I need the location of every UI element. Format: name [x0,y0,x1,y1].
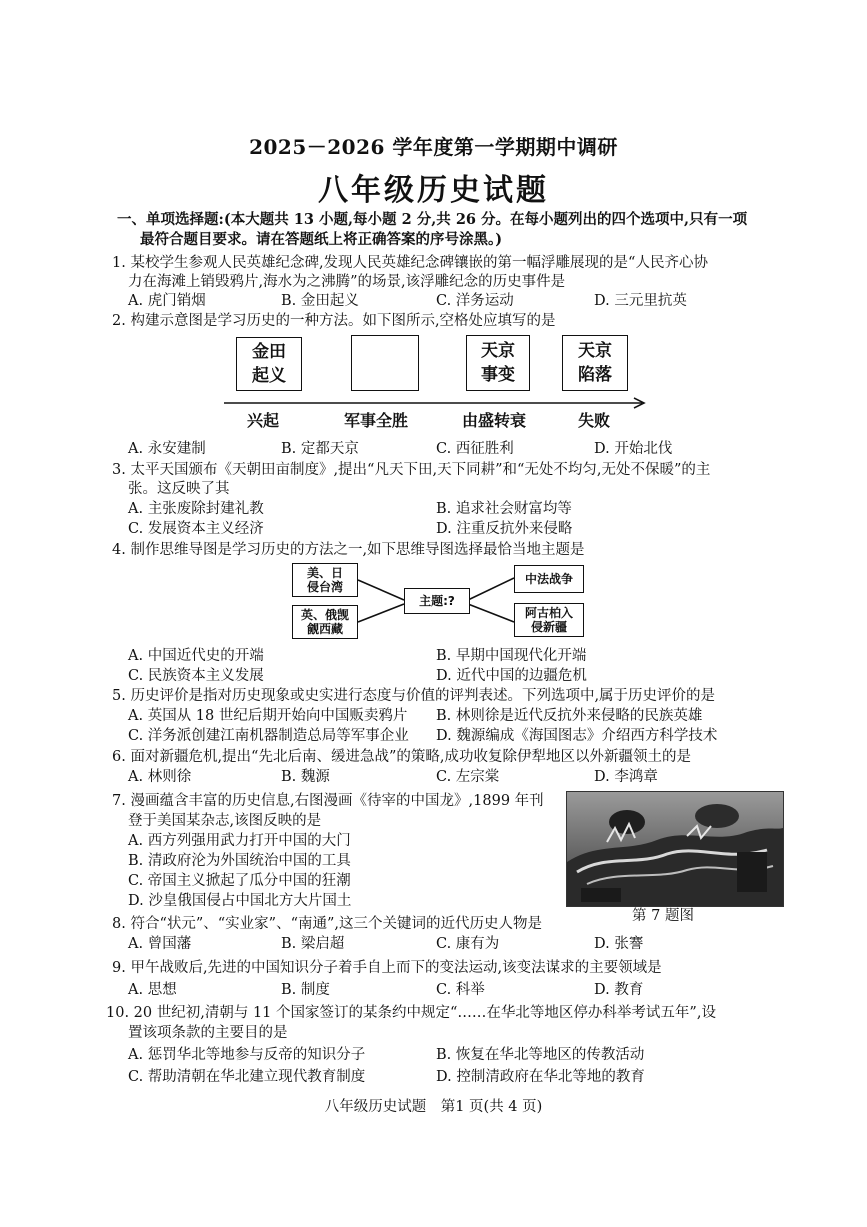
q6-option-b[interactable]: B. 魏源 [281,769,330,785]
q7-stem-line1: 7. 漫画蕴含丰富的历史信息,右图漫画《待宰的中国龙》,1899 年刊 [112,793,544,809]
q4-option-a[interactable]: A. 中国近代史的开端 [128,648,264,664]
q2-box4-line1: 天京 [578,341,612,361]
q4-node-lb-line2: 觎西藏 [306,622,343,636]
q4-node-lt-line1: 美、日 [306,566,343,580]
q4-node-lb-line1: 英、俄觊 [300,608,349,622]
q3-option-b[interactable]: B. 追求社会财富均等 [436,501,572,517]
q2-box1-line2: 起义 [252,366,286,386]
q2-option-a[interactable]: A. 永安建制 [128,441,206,457]
q5-stem: 5. 历史评价是指对历史现象或史实进行态度与价值的评判表述。下列选项中,属于历史评价的是 [112,688,716,704]
q10-option-c[interactable]: C. 帮助清朝在华北建立现代教育制度 [128,1069,366,1085]
q7-stem-line2: 登于美国某杂志,该图反映的是 [128,813,322,829]
q4-node-us-japan-taiwan [292,563,358,597]
q1-stem-line1: 1. 某校学生参观人民英雄纪念碑,发现人民英雄纪念碑镶嵌的第一幅浮雕展现的是“人民齐心协 [112,255,708,271]
dragon-cartoon-illustration [567,792,783,906]
q6-option-d[interactable]: D. 李鸿章 [594,769,658,785]
q7-option-a[interactable]: A. 西方列强用武力打开中国的大门 [128,833,351,849]
q3-option-c[interactable]: C. 发展资本主义经济 [128,521,264,537]
q1-option-d[interactable]: D. 三元里抗英 [594,293,687,309]
q4-node-rb-line2: 侵新疆 [530,620,567,634]
q8-option-a[interactable]: A. 曾国藩 [128,936,192,952]
q3-stem-line2: 张。这反映了其 [128,481,230,497]
q8-option-c[interactable]: C. 康有为 [436,936,500,952]
q10-stem-line2: 置该项条款的主要目的是 [128,1025,288,1041]
page-footer: 八年级历史试题 第1 页(共 4 页) [324,1099,543,1115]
q9-stem: 9. 甲午战败后,先进的中国知识分子着手自上而下的变法运动,该变法谋求的主要领域是 [112,960,662,976]
q5-option-b[interactable]: B. 林则徐是近代反抗外来侵略的民族英雄 [436,708,703,724]
exam-title-line1: 2025－2026 学年度第一学期期中调研 [249,135,618,159]
q3-option-a[interactable]: A. 主张废除封建礼教 [128,501,264,517]
q2-option-d[interactable]: D. 开始北伐 [594,441,673,457]
q4-option-d[interactable]: D. 近代中国的边疆危机 [436,668,587,684]
exam-title: 八年级历史试题 [318,173,549,208]
q8-option-d[interactable]: D. 张謇 [594,936,644,952]
q4-node-lt-line2: 侵台湾 [306,580,343,594]
q4-node-sino-french-war: 中法战争 [514,565,584,593]
q2-stage-failure: 失败 [578,411,611,430]
q1-option-c[interactable]: C. 洋务运动 [436,293,514,309]
q1-option-a[interactable]: A. 虎门销烟 [128,293,206,309]
q5-option-c[interactable]: C. 洋务派创建江南机器制造总局等军事企业 [128,728,409,744]
q6-stem: 6. 面对新疆危机,提出“先北后南、缓进急战”的策略,成功收复除伊犁地区以外新疆领土的是 [112,749,691,765]
q5-option-d[interactable]: D. 魏源编成《海国图志》介绍西方科学技术 [436,728,718,744]
q5-option-a[interactable]: A. 英国从 18 世纪后期开始向中国贩卖鸦片 [128,708,408,724]
q4-option-c[interactable]: C. 民族资本主义发展 [128,668,264,684]
q1-stem-line2: 力在海滩上销毁鸦片,海水为之沸腾”的场景,该浮雕纪念的历史事件是 [128,274,566,290]
q2-box-tianjing-fall [562,335,628,391]
q10-option-b[interactable]: B. 恢复在华北等地区的传教活动 [436,1047,645,1063]
q9-option-b[interactable]: B. 制度 [281,982,330,998]
q9-option-c[interactable]: C. 科举 [436,982,485,998]
q10-stem-line1: 10. 20 世纪初,清朝与 11 个国家签订的某条约中规定“……在华北等地区停办科举考试五年”,设 [106,1005,716,1021]
q3-option-d[interactable]: D. 注重反抗外来侵略 [436,521,573,537]
q8-option-b[interactable]: B. 梁启超 [281,936,345,952]
section-heading-line1: 一、单项选择题:(本大题共 13 小题,每小题 2 分,共 26 分。在每小题列出的四个选项中,只有一项 [117,211,748,228]
q7-figure-caption: 第 7 题图 [632,908,694,924]
q2-box3-line2: 事变 [481,365,515,385]
q6-option-c[interactable]: C. 左宗棠 [436,769,500,785]
q2-box-jintian [236,337,302,391]
q2-option-c[interactable]: C. 西征胜利 [436,441,514,457]
q10-option-d[interactable]: D. 控制清政府在华北等地的教育 [436,1069,645,1085]
section-heading-line2: 最符合题目要求。请在答题纸上将正确答案的序号涂黑。) [140,231,503,248]
q2-stage-decline: 由盛转衰 [462,411,527,430]
q9-option-a[interactable]: A. 思想 [128,982,177,998]
q2-option-b[interactable]: B. 定都天京 [281,441,359,457]
q4-node-rb-line1: 阿古柏入 [524,606,573,620]
q2-box1-line1: 金田 [252,342,286,362]
q7-cartoon-image [566,791,784,907]
q4-node-yakub-beg-xinjiang [514,603,584,637]
q2-stem: 2. 构建示意图是学习历史的一种方法。如下图所示,空格处应填写的是 [112,313,556,329]
q1-option-b[interactable]: B. 金田起义 [281,293,359,309]
q2-stage-rise: 兴起 [247,411,280,430]
q2-box-blank [351,335,419,391]
q7-option-c[interactable]: C. 帝国主义掀起了瓜分中国的狂潮 [128,873,351,889]
q2-box4-line2: 陷落 [578,365,612,385]
q9-option-d[interactable]: D. 教育 [594,982,644,998]
q4-node-britain-russia-tibet [292,605,358,639]
q2-box-tianjing-incident [466,335,530,391]
q4-stem: 4. 制作思维导图是学习历史的方法之一,如下思维导图选择最恰当地主题是 [112,542,585,558]
q8-stem: 8. 符合“状元”、“实业家”、“南通”,这三个关键词的近代历史人物是 [112,916,543,932]
q3-stem-line1: 3. 太平天国颁布《天朝田亩制度》,提出“凡天下田,天下同耕”和“无处不均匀,无处不保暖”的主 [112,462,711,478]
q4-option-b[interactable]: B. 早期中国现代化开端 [436,648,587,664]
q10-option-a[interactable]: A. 惩罚华北等地参与反帝的知识分子 [128,1047,366,1063]
q7-option-d[interactable]: D. 沙皇俄国侵占中国北方大片国土 [128,893,352,909]
q4-node-theme: 主题:? [404,588,470,614]
q6-option-a[interactable]: A. 林则徐 [128,769,192,785]
q7-option-b[interactable]: B. 清政府沦为外国统治中国的工具 [128,853,351,869]
q2-box3-line1: 天京 [481,341,515,361]
q2-stage-victory: 军事全胜 [344,411,409,430]
